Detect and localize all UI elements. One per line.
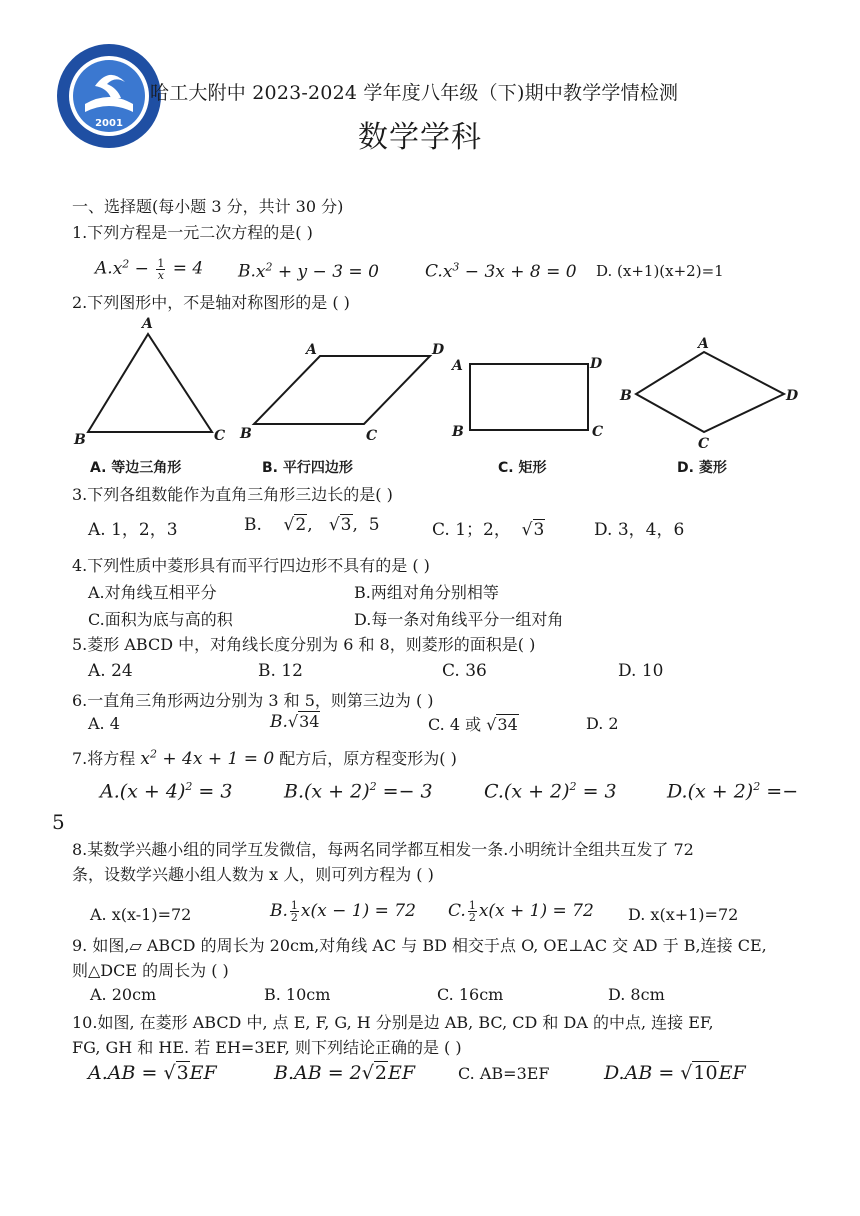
q9-option-d: D. 8cm <box>608 985 665 1004</box>
q10-stem-line1: 10.如图, 在菱形 ABCD 中, 点 E, F, G, H 分别是边 AB, BC, CD 和 DA 的中点, 连接 EF, <box>72 1013 714 1032</box>
figure-label-c: C. 矩形 <box>498 460 547 476</box>
q6-option-c: C. 4 或 √34 <box>428 715 518 734</box>
q9-stem-line1: 9. 如图,▱ ABCD 的周长为 20cm,对角线 AC 与 BD 相交于点 O, OE⊥AC 交 AD 于 B,连接 CE, <box>72 936 767 955</box>
q10-stem-line2: FG, GH 和 HE. 若 EH=3EF, 则下列结论正确的是 ( ) <box>72 1038 462 1057</box>
q2-stem: 2.下列图形中，不是轴对称图形的是 ( ) <box>72 293 350 312</box>
q1-option-b: $B.x^2 + y - 3 = 0$ <box>238 260 379 282</box>
q6-option-b: B.√34 <box>270 712 320 732</box>
q5-stem: 5.菱形 ABCD 中，对角线长度分别为 6 和 8，则菱形的面积是( ) <box>72 635 536 654</box>
figure-rectangle <box>450 356 603 440</box>
rectangle-vertex-a: A <box>452 358 463 374</box>
q8-option-c: C. $\frac{1}{2}$ x(x + 1) = 72 <box>448 899 594 924</box>
page-subtitle: 数学学科 <box>358 120 482 155</box>
q10-option-d: D.AB = √10EF <box>604 1062 746 1084</box>
q3-option-d: D. 3，4，6 <box>594 520 685 540</box>
rhombus-vertex-a: A <box>698 336 709 352</box>
parallelogram-vertex-b: B <box>240 426 252 442</box>
q1-option-a: $A.x^2$ − $\frac{1}{x}$ = 4 <box>95 256 204 282</box>
q4-option-d: D.每一条对角线平分一组对角 <box>354 610 564 629</box>
parallelogram-vertex-c: C <box>366 428 378 444</box>
q8-stem-line1: 8.某数学兴趣小组的同学互发微信，每两名同学都互相发一条.小明统计全组共互发了 72 <box>72 840 694 859</box>
figure-equilateral-triangle <box>73 316 225 448</box>
rhombus-vertex-d: D <box>786 388 799 404</box>
figure-label-b: B. 平行四边形 <box>262 460 353 476</box>
q7-option-d-wrap: 5 <box>52 810 65 834</box>
q7-stem: 7.将方程 $x^2 + 4x + 1 = 0$ 配方后，原方程变形为( ) <box>72 747 457 769</box>
q7-option-d: $D.(x + 2)^2$ =− <box>667 780 799 803</box>
triangle-vertex-a: A <box>142 316 153 332</box>
q3-option-a: A. 1，2，3 <box>88 520 178 540</box>
rhombus-vertex-c: C <box>698 436 710 452</box>
q1-stem: 1.下列方程是一元二次方程的是( ) <box>72 223 313 242</box>
q2-figures <box>70 312 810 462</box>
q5-option-d: D. 10 <box>618 661 664 681</box>
q8-option-a: A. x(x-1)=72 <box>90 905 192 924</box>
page-title: 哈工大附中 2023-2024 学年度八年级（下)期中教学学情检测 <box>150 82 679 104</box>
q9-option-c: C. 16cm <box>437 985 504 1004</box>
q4-stem: 4.下列性质中菱形具有而平行四边形不具有的是 ( ) <box>72 556 430 575</box>
q4-option-b: B.两组对角分别相等 <box>354 583 499 602</box>
q5-option-b: B. 12 <box>258 661 303 681</box>
triangle-vertex-b: B <box>74 432 86 448</box>
q3-option-b: B. √2, √3, 5 <box>244 515 380 535</box>
q3-stem: 3.下列各组数能作为直角三角形三边长的是( ) <box>72 485 393 504</box>
q5-option-c: C. 36 <box>442 661 487 681</box>
rectangle-vertex-d: D <box>590 356 603 372</box>
q10-option-a: A.AB = √3EF <box>88 1062 217 1084</box>
q10-option-c: C. AB=3EF <box>458 1064 550 1083</box>
parallelogram-vertex-a: A <box>306 342 317 358</box>
figure-label-a: A. 等边三角形 <box>90 460 182 476</box>
q7-option-b: $B.(x + 2)^2 =- 3$ <box>284 780 433 803</box>
q9-option-a: A. 20cm <box>90 985 157 1004</box>
q4-option-a: A.对角线互相平分 <box>88 583 217 602</box>
figure-parallelogram <box>239 342 445 444</box>
logo-year: 2001 <box>95 118 123 129</box>
rhombus-vertex-b: B <box>620 388 632 404</box>
triangle-vertex-c: C <box>214 428 226 444</box>
section-heading: 一、选择题(每小题 3 分，共计 30 分) <box>72 197 344 216</box>
rectangle-vertex-c: C <box>592 424 604 440</box>
rectangle-vertex-b: B <box>452 424 464 440</box>
q6-stem: 6.一直角三角形两边分别为 3 和 5，则第三边为 ( ) <box>72 691 434 710</box>
q9-option-b: B. 10cm <box>264 985 331 1004</box>
q8-option-b: B. $\frac{1}{2}$ x(x − 1) = 72 <box>270 899 416 924</box>
q3-option-c: C. 1；2， √3 <box>432 520 545 540</box>
school-logo <box>55 42 163 150</box>
q9-stem-line2: 则△DCE 的周长为 ( ) <box>72 961 229 980</box>
q1-option-d: D. (x+1)(x+2)=1 <box>596 262 724 280</box>
q8-option-d: D. x(x+1)=72 <box>628 905 739 924</box>
parallelogram-vertex-d: D <box>432 342 445 358</box>
q8-stem-line2: 条，设数学兴趣小组人数为 x 人，则可列方程为 ( ) <box>72 865 434 884</box>
q10-option-b: B.AB = 2√2EF <box>274 1062 416 1084</box>
q6-option-d: D. 2 <box>586 714 619 733</box>
q7-option-a: $A.(x + 4)^2 = 3$ <box>100 780 233 803</box>
q4-option-c: C.面积为底与高的积 <box>88 610 233 629</box>
q1-option-c: $C.x^3 - 3x + 8 = 0$ <box>425 260 577 282</box>
q6-option-a: A. 4 <box>88 714 120 733</box>
figure-label-d: D. 菱形 <box>677 460 727 476</box>
q7-option-c: $C.(x + 2)^2 = 3$ <box>484 780 617 803</box>
figure-rhombus <box>619 336 799 452</box>
q5-option-a: A. 24 <box>88 661 133 681</box>
